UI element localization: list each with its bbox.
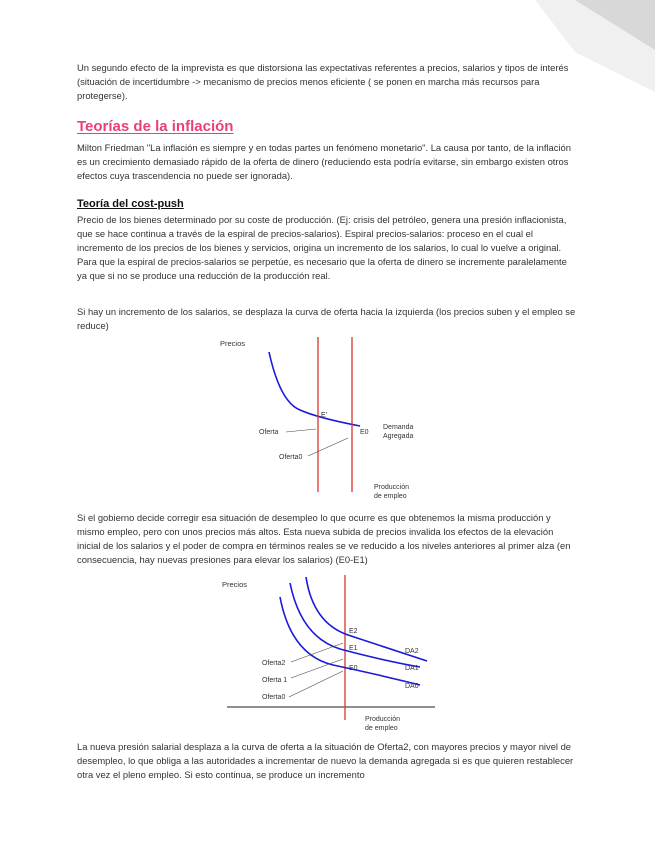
paragraph-uncertainty: Un segundo efecto de la imprevista es que distorsiona las expectativas referentes a precios, salarios y tipos de interés (situación de incertidumbre -> mecanismo de precios menos eficiente ( se ponen en marcha más recursos para protegerse).	[77, 62, 569, 102]
fig1-label-oferta0: Oferta0	[279, 454, 303, 461]
fig2-oferta0-pointer	[289, 671, 343, 697]
fig2-point-e0: E0	[349, 665, 358, 672]
paragraph-new-salary-pressure: La nueva presión salarial desplaza a la curva de oferta a la situación de Oferta2, con mayores precios y mayor nivel de desempleo, lo que obliga a las autoridades a incrementar de nuevo la demanda agregada si es que quieren restablecer otra vez el pleno empleo. Si esto continua, se produce un incremento	[77, 741, 574, 781]
fig1-demand-curve	[269, 352, 360, 426]
fig2-label-oferta0: Oferta0	[262, 694, 286, 701]
figure-price-wage-spiral	[215, 575, 445, 740]
fig1-x-label-line2: de empleo	[374, 493, 407, 500]
heading-inflation-theories: Teorías de la inflación	[77, 118, 234, 135]
fig2-label-da0: DA0	[405, 683, 419, 690]
fig1-oferta0-pointer	[308, 438, 348, 456]
fig2-label-oferta2: Oferta2	[262, 660, 286, 667]
paragraph-salary-increase: Si hay un incremento de los salarios, se desplaza la curva de oferta hacia la izquierda (los precios suben y el empleo se reduce)	[77, 306, 576, 332]
fig1-x-label-line1: Producción	[374, 484, 410, 491]
fig2-x-label-line1: Producción	[365, 716, 401, 723]
fig1-oferta-pointer	[286, 429, 316, 432]
paragraph-government-correction: Si el gobierno decide corregir esa situación de desempleo lo que ocurre es que obtenemos la misma producción y mismo empleo, pero con unos precios más altos. Esta nueva subida de precios invalida los efectos de la elevación inicial de los salarios y el poder de compra en términos reales se ve reducido a los niveles anteriores al primer alza (en consecuencia, hay nuevas presiones para elevar los salarios) (E0-E1)	[77, 512, 571, 566]
fig1-label-demand-line2: Agregada	[383, 433, 414, 440]
fig2-label-da2: DA2	[405, 648, 419, 655]
fig1-point-e1: E'	[321, 412, 328, 419]
fig1-label-oferta: Oferta	[259, 429, 279, 436]
heading-cost-push: Teoría del cost-push	[77, 198, 184, 210]
paragraph-friedman: Milton Friedman "La inflación es siempre y en todas partes un fenómeno monetario". La causa por tanto, de la inflación es un crecimiento demasiado rápido de la oferta de dinero (reduciendo esta podría evitarse, sin embargo existen otros efectos cuya trascendencia no puede ser ignorada).	[77, 142, 571, 182]
fig1-label-demand-line1: Demanda	[383, 424, 414, 431]
fig2-point-e2: E2	[349, 628, 358, 635]
fig1-y-label: Precios	[220, 339, 246, 348]
fig2-oferta1-pointer	[291, 659, 343, 678]
figure-supply-shift	[200, 332, 440, 502]
fig2-label-oferta1: Oferta 1	[262, 677, 288, 684]
fig1-point-e0: E0	[360, 429, 369, 436]
paragraph-cost-push: Precio de los bienes determinado por su coste de producción. (Ej: crisis del petróleo, genera una presión inflacionista, que se hace continua a través de la espiral de precios-salarios). Espiral precios-salarios: proceso en el cual el incremento de los precios de los bienes y servicios, origina un incremento de los salarios, lo cual lo vuelve a original. Para que la espiral de precios-salarios se perpetúe, es necesario que la oferta de dinero se incremente paralelamente ya que si no se produce una reducción de la producción real.	[77, 214, 567, 282]
fig2-y-label: Precios	[222, 580, 248, 589]
fig2-x-label-line2: de empleo	[365, 725, 398, 732]
fig2-point-e1: E1	[349, 645, 358, 652]
fig2-label-da1: DA1	[405, 665, 419, 672]
